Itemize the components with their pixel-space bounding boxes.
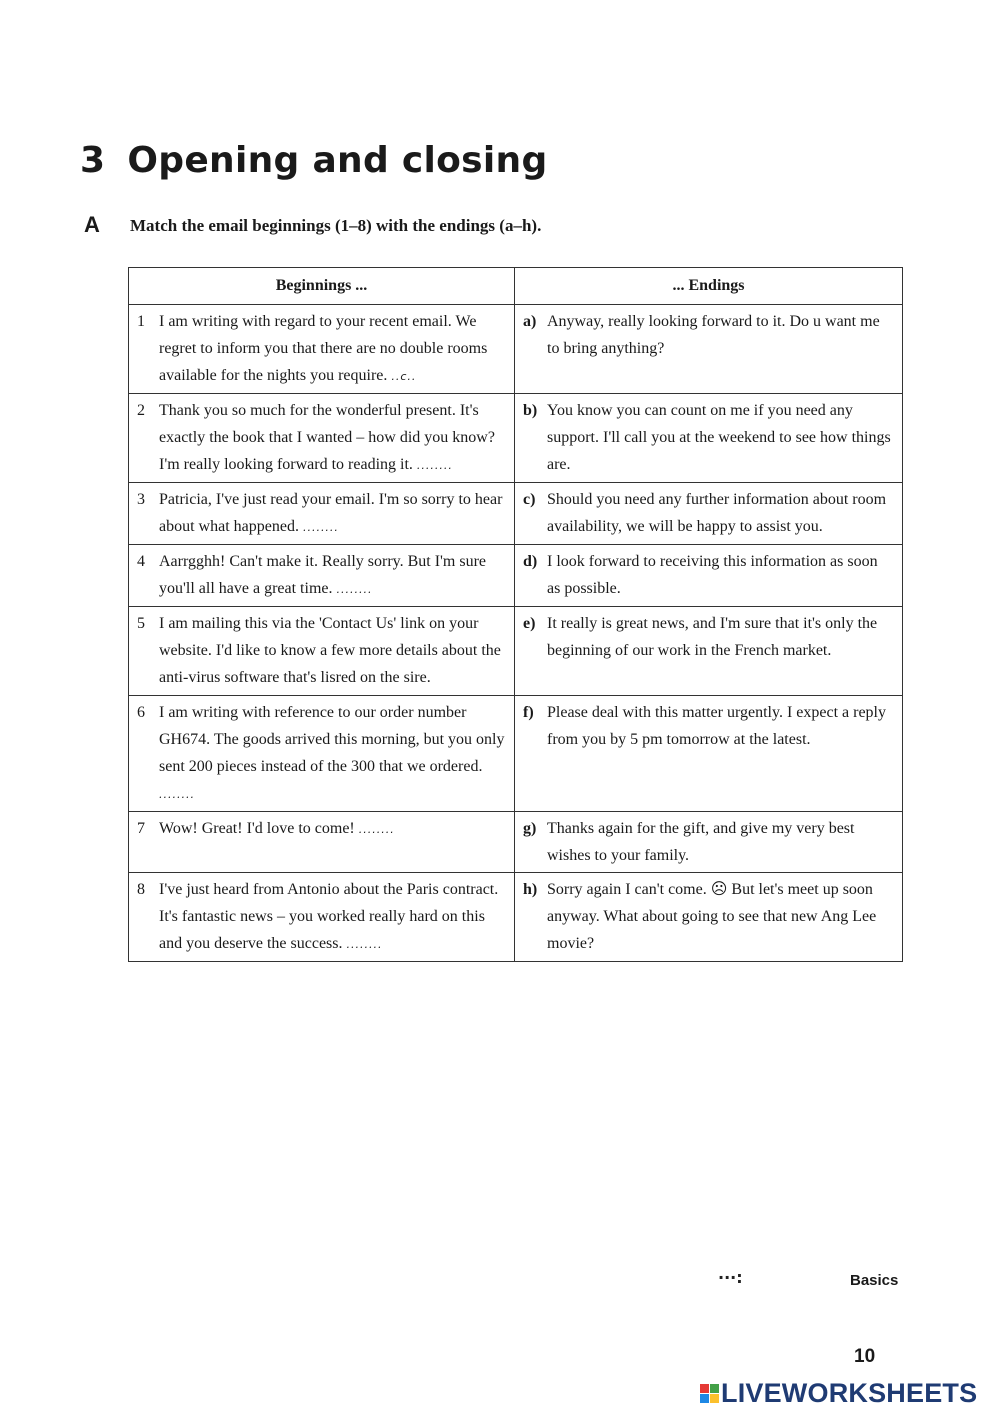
answer-blank[interactable]: ........: [159, 788, 195, 801]
beginning-cell: [129, 305, 515, 394]
column-header-beginnings: Beginnings ...: [129, 268, 515, 305]
section-letter: A: [84, 212, 100, 237]
page-title: [80, 140, 548, 181]
table-row: [129, 305, 903, 394]
table-body: [129, 305, 903, 962]
beginning-text: I am mailing this via the 'Contact Us' link on your website. I'd like to know a few more details about the anti-virus software that's lisred on the sire.: [159, 615, 501, 686]
watermark-text: LIVEWORKSHEETS: [721, 1378, 978, 1408]
ending-letter: c): [523, 491, 536, 508]
ending-cell: [515, 607, 903, 696]
ending-letter: b): [523, 402, 538, 419]
section-name: Basics: [850, 1272, 899, 1289]
table-header-row: [129, 268, 903, 305]
ending-letter: a): [523, 313, 537, 330]
logo-square: [700, 1394, 709, 1403]
logo-square: [700, 1384, 709, 1393]
answer-blank[interactable]: ..c..: [391, 370, 417, 383]
ending-letter: h): [523, 881, 538, 898]
beginning-cell: [129, 607, 515, 696]
ending-cell: [515, 812, 903, 873]
beginning-text: Thank you so much for the wonderful present. It's exactly the book that I wanted – how did you know? I'm really looking forward to reading it.: [159, 402, 495, 473]
ending-text: Should you need any further information about room availability, we will be happy to assist you.: [547, 491, 887, 535]
column-header-endings: ... Endings: [515, 268, 903, 305]
beginning-cell: [129, 483, 515, 545]
ending-cell: [515, 545, 903, 607]
beginning-text: I've just heard from Antonio about the Paris contract. It's fantastic news – you worked really hard on this and you deserve the success.: [159, 881, 499, 952]
answer-blank[interactable]: ........: [358, 823, 395, 836]
ending-text: Sorry again I can't come. ☹ But let's meet up soon anyway. What about going to see that new Ang Lee movie?: [547, 881, 877, 952]
ending-letter: e): [523, 615, 536, 632]
beginning-cell: [129, 545, 515, 607]
exercise-instruction: Match the email beginnings (1–8) with the endings (a–h).: [130, 216, 542, 235]
ending-text: It really is great news, and I'm sure that it's only the beginning of our work in the French market.: [547, 615, 878, 659]
beginning-number: 4: [137, 553, 145, 570]
beginning-number: 6: [137, 704, 145, 721]
unit-number: 3: [80, 140, 106, 181]
answer-blank[interactable]: ........: [416, 459, 453, 472]
table-row: [129, 812, 903, 873]
beginning-cell: [129, 696, 515, 812]
answer-blank[interactable]: ........: [346, 938, 383, 951]
ending-letter: g): [523, 820, 537, 837]
liveworksheets-watermark: [700, 1378, 977, 1409]
table-row: [129, 545, 903, 607]
ending-cell: [515, 394, 903, 483]
beginning-text: Patricia, I've just read your email. I'm so sorry to hear about what happened.: [159, 491, 503, 535]
ending-cell: [515, 696, 903, 812]
table-row: [129, 873, 903, 962]
logo-square: [710, 1384, 719, 1393]
table-row: [129, 696, 903, 812]
table-row: [129, 483, 903, 545]
logo-square: [710, 1394, 719, 1403]
beginning-number: 2: [137, 402, 145, 419]
dotted-arrow-icon: ···:: [718, 1268, 743, 1287]
ending-text: Thanks again for the gift, and give my very best wishes to your family.: [547, 820, 855, 864]
beginning-number: 1: [137, 313, 145, 330]
answer-blank[interactable]: ........: [336, 583, 373, 596]
beginning-cell: [129, 394, 515, 483]
beginning-cell: [129, 812, 515, 873]
table-row: [129, 607, 903, 696]
matching-table: [128, 267, 903, 962]
beginning-number: 7: [137, 820, 145, 837]
beginning-text: Wow! Great! I'd love to come!: [159, 820, 355, 837]
table-row: [129, 394, 903, 483]
liveworksheets-logo-icon: [700, 1384, 719, 1403]
beginning-text: I am writing with regard to your recent email. We regret to inform you that there are no double rooms available for the nights you require.: [159, 313, 488, 384]
beginning-cell: [129, 873, 515, 962]
beginning-number: 5: [137, 615, 145, 632]
page-number: 10: [854, 1346, 876, 1367]
ending-cell: [515, 305, 903, 394]
ending-text: You know you can count on me if you need any support. I'll call you at the weekend to see how things are.: [547, 402, 891, 473]
beginning-text: I am writing with reference to our order number GH674. The goods arrived this morning, but you only sent 200 pieces instead of the 300 that we ordered.: [159, 704, 505, 775]
ending-cell: [515, 873, 903, 962]
ending-text: I look forward to receiving this information as soon as possible.: [547, 553, 878, 597]
ending-text: Please deal with this matter urgently. I expect a reply from you by 5 pm tomorrow at the latest.: [547, 704, 886, 748]
answer-blank[interactable]: ........: [302, 521, 339, 534]
beginning-text: Aarrgghh! Can't make it. Really sorry. But I'm sure you'll all have a great time.: [159, 553, 487, 597]
beginning-number: 8: [137, 881, 145, 898]
ending-letter: f): [523, 704, 534, 721]
ending-letter: d): [523, 553, 538, 570]
ending-cell: [515, 483, 903, 545]
beginning-number: 3: [137, 491, 145, 508]
ending-text: Anyway, really looking forward to it. Do u want me to bring anything?: [547, 313, 880, 357]
unit-title: Opening and closing: [127, 140, 548, 181]
